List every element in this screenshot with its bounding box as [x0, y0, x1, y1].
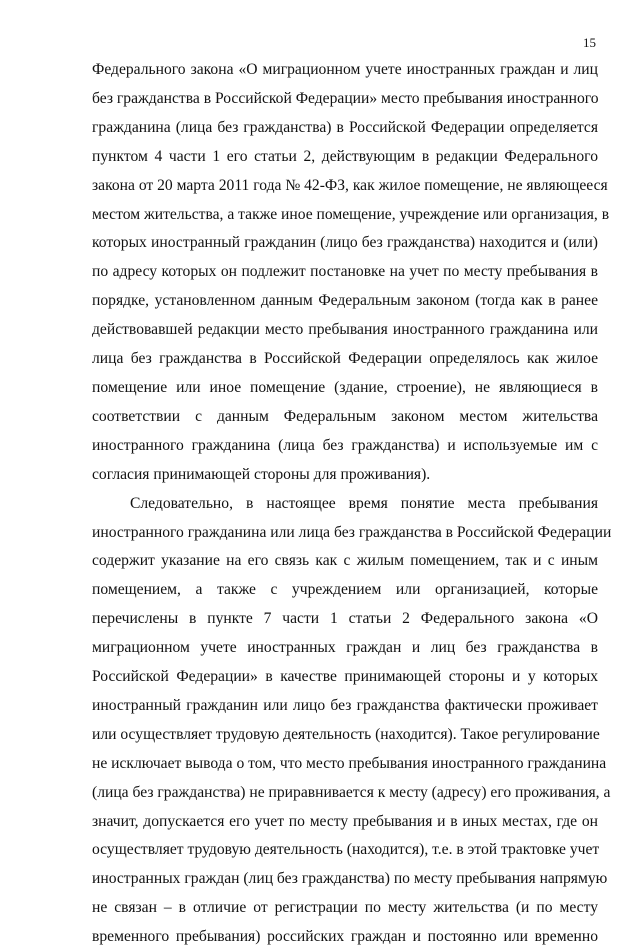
- text-line: осуществляет трудовую деятельность (находится), т.е. в этой трактовке учет: [92, 841, 600, 859]
- document-body: [92, 56, 612, 952]
- text-line: иностранного гражданина (лица без гражданства) и используемые им с: [92, 436, 598, 454]
- text-line: миграционном учете иностранных граждан и лиц без гражданства в: [92, 639, 598, 657]
- text-line: не исключает вывода о том, что место пребывания иностранного гражданина: [92, 754, 607, 772]
- text-line: Российской Федерации» в качестве принимающей стороны и у которых: [92, 668, 598, 686]
- text-line: которых иностранный гражданин (лицо без гражданства) находится и (или): [92, 234, 598, 252]
- text-line: действовавшей редакции место пребывания иностранного гражданина или: [92, 321, 598, 339]
- text-line: по адресу которых он подлежит постановке на учет по месту пребывания в: [92, 263, 598, 281]
- text-line: помещением, а также с учреждением или организацией, которые: [92, 581, 598, 599]
- paragraph-2: [92, 490, 612, 952]
- text-line: Следовательно, в настоящее время понятие места пребывания: [130, 494, 598, 512]
- text-line: без гражданства в Российской Федерации» место пребывания иностранного: [92, 89, 599, 107]
- text-line: помещение или иное помещение (здание, строение), не являющиеся в: [92, 378, 598, 396]
- text-line: или осуществляет трудовую деятельность (находится). Такое регулирование: [92, 725, 600, 743]
- text-line: соответствии с данным Федеральным законом местом жительства: [92, 407, 598, 425]
- text-line: содержит указание на его связь как с жилым помещением, так и с иным: [92, 552, 598, 570]
- text-line: согласия принимающей стороны для проживания).: [92, 465, 431, 483]
- text-line: пунктом 4 части 1 его статьи 2, действующим в редакции Федерального: [92, 147, 598, 165]
- text-line: не связан – в отличие от регистрации по месту жительства (и по месту: [92, 899, 598, 917]
- text-line: перечислены в пункте 7 части 1 статьи 2 Федерального закона «О: [92, 610, 598, 628]
- text-line: лица без гражданства в Российской Федерации определялось как жилое: [92, 350, 598, 368]
- text-line: временного пребывания) российских граждан и постоянно или временно: [92, 928, 598, 946]
- text-line: (лица без гражданства) не приравнивается к месту (адресу) его проживания, а: [92, 783, 611, 801]
- text-line: порядке, установленном данным Федеральным законом (тогда как в ранее: [92, 292, 598, 310]
- paragraph-1: [92, 56, 610, 490]
- text-line: иностранный гражданин или лицо без гражданства фактически проживает: [92, 696, 598, 714]
- page-number: 15: [583, 35, 596, 50]
- text-line: закона от 20 марта 2011 года № 42-ФЗ, как жилое помещение, не являющееся: [92, 176, 608, 194]
- text-line: значит, допускается его учет по месту пребывания и в иных местах, где он: [92, 812, 598, 830]
- text-line: иностранного гражданина или лица без гражданства в Российской Федерации: [92, 523, 612, 541]
- text-line: иностранных граждан (лиц без гражданства) по месту пребывания напрямую: [92, 870, 608, 888]
- text-line: местом жительства, а также иное помещение, учреждение или организация, в: [92, 205, 610, 223]
- text-line: Федерального закона «О миграционном учете иностранных граждан и лиц: [92, 61, 598, 78]
- text-line: гражданина (лица без гражданства) в Российской Федерации определяется: [92, 118, 598, 136]
